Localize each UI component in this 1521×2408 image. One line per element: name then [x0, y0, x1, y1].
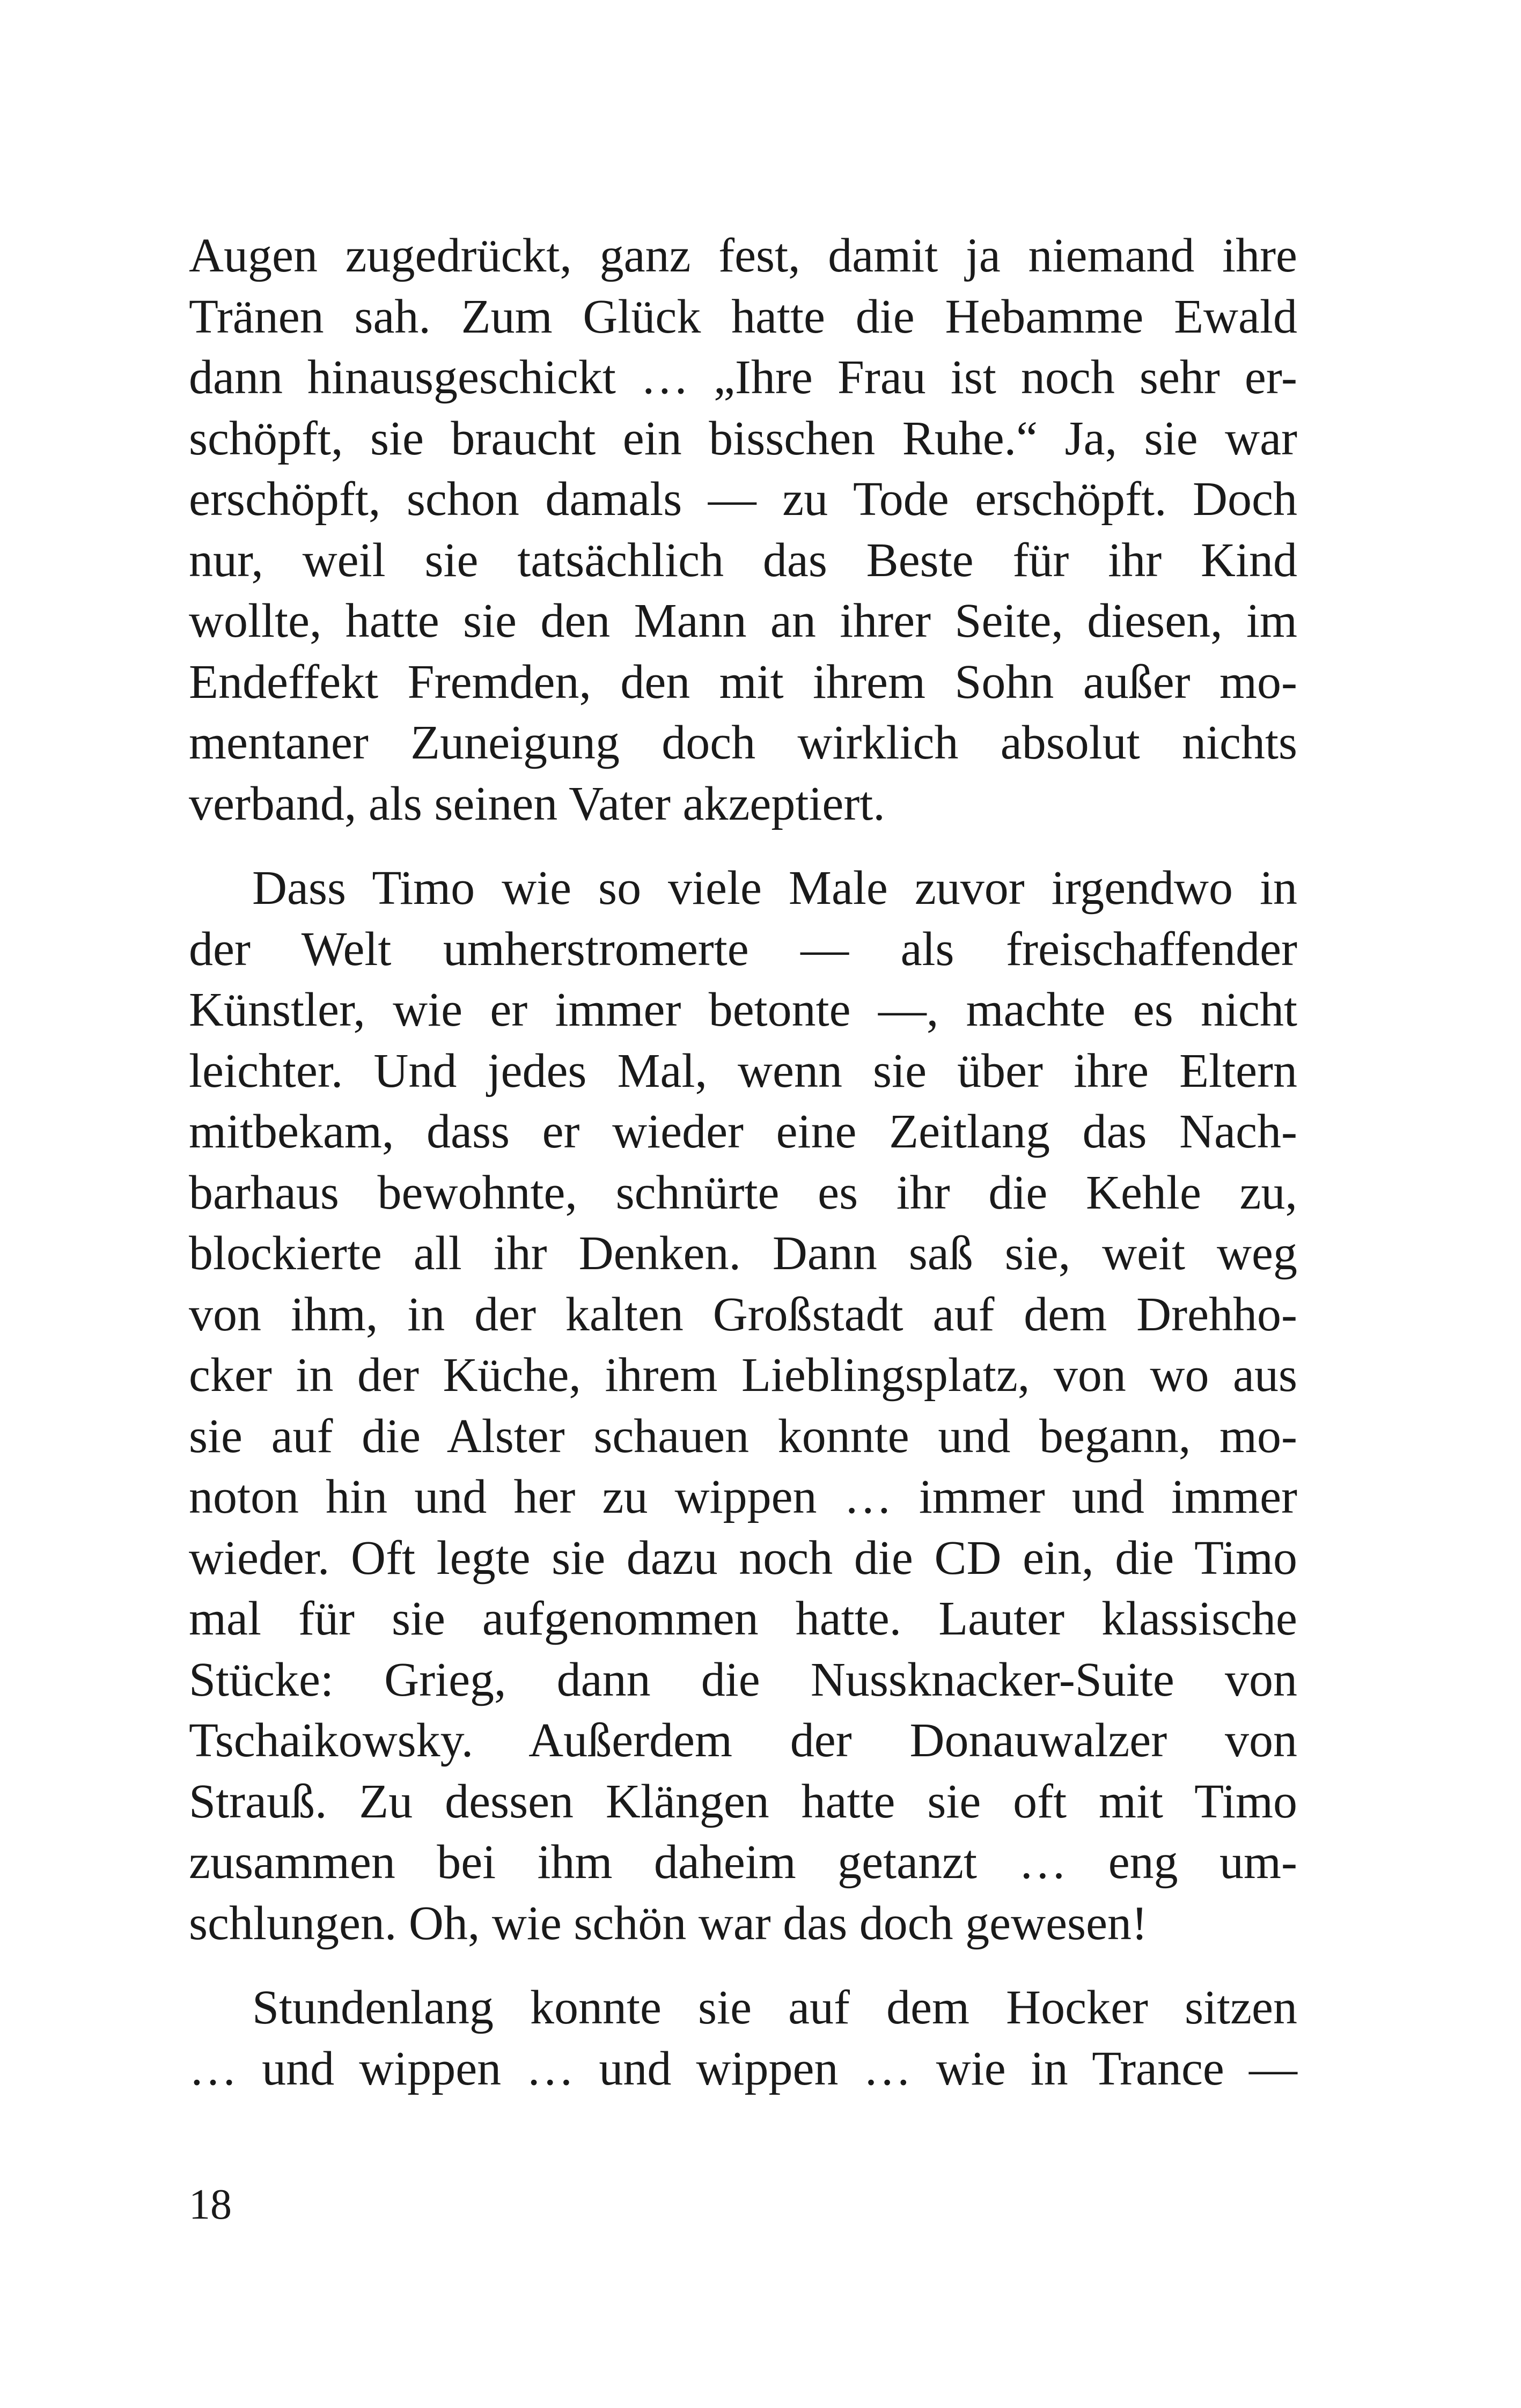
text-line: Strauß. Zu dessen Klängen hatte sie oft mit Timo	[189, 1774, 1297, 1828]
paragraph	[189, 858, 1297, 1954]
text-line: Künstler, wie er immer betonte —, machte es nicht	[189, 983, 1297, 1036]
text-line: verband, als seinen Vater akzeptiert.	[189, 777, 885, 830]
paragraph	[189, 1977, 1297, 2099]
text-line: Dass Timo wie so viele Male zuvor irgendwo in	[252, 861, 1297, 915]
text-line: zusammen bei ihm daheim getanzt … eng um-	[189, 1836, 1297, 1889]
text-line: Tschaikowsky. Außerdem der Donauwalzer von	[189, 1714, 1297, 1767]
text-line: wieder. Oft legte sie dazu noch die CD ein, die Timo	[189, 1531, 1297, 1585]
text-line: von ihm, in der kalten Großstadt auf dem Drehho-	[189, 1287, 1297, 1341]
text-line: noton hin und her zu wippen … immer und immer	[189, 1470, 1297, 1523]
page-body	[189, 225, 1297, 2099]
text-line: dann hinausgeschickt … „Ihre Frau ist noch sehr er-	[189, 351, 1297, 404]
text-line: cker in der Küche, ihrem Lieblingsplatz, von wo aus	[189, 1349, 1297, 1402]
text-line: mal für sie aufgenommen hatte. Lauter klassische	[189, 1592, 1297, 1645]
text-line: Stücke: Grieg, dann die Nussknacker-Suite von	[189, 1653, 1297, 1706]
text-line: erschöpft, schon damals — zu Tode erschöpft. Doch	[189, 473, 1297, 526]
text-line: der Welt umherstromerte — als freischaffender	[189, 922, 1297, 976]
text-line: nur, weil sie tatsächlich das Beste für ihr Kind	[189, 533, 1297, 587]
text-line: blockierte all ihr Denken. Dann saß sie, weit weg	[189, 1227, 1297, 1280]
text-line: schlungen. Oh, wie schön war das doch gewesen!	[189, 1896, 1148, 1950]
text-line: Tränen sah. Zum Glück hatte die Hebamme Ewald	[189, 290, 1297, 343]
text-line: Endeffekt Fremden, den mit ihrem Sohn außer mo-	[189, 655, 1297, 709]
text-line: leichter. Und jedes Mal, wenn sie über ihre Eltern	[189, 1044, 1297, 1098]
text-line: wollte, hatte sie den Mann an ihrer Seite, diesen, im	[189, 594, 1297, 647]
text-line: Augen zugedrückt, ganz fest, damit ja niemand ihre	[189, 229, 1297, 282]
text-line: sie auf die Alster schauen konnte und begann, mo-	[189, 1409, 1297, 1463]
page-number: 18	[189, 2181, 232, 2228]
text-line: mentaner Zuneigung doch wirklich absolut nichts	[189, 716, 1297, 769]
text-line: … und wippen … und wippen … wie in Trance —	[189, 2042, 1297, 2095]
text-line: Stundenlang konnte sie auf dem Hocker sitzen	[252, 1981, 1297, 2034]
text-line: mitbekam, dass er wieder eine Zeitlang das Nach-	[189, 1105, 1297, 1158]
text-line: barhaus bewohnte, schnürte es ihr die Kehle zu,	[189, 1166, 1297, 1219]
text-line: schöpft, sie braucht ein bisschen Ruhe.“ Ja, sie war	[189, 411, 1297, 465]
paragraph	[189, 225, 1297, 834]
